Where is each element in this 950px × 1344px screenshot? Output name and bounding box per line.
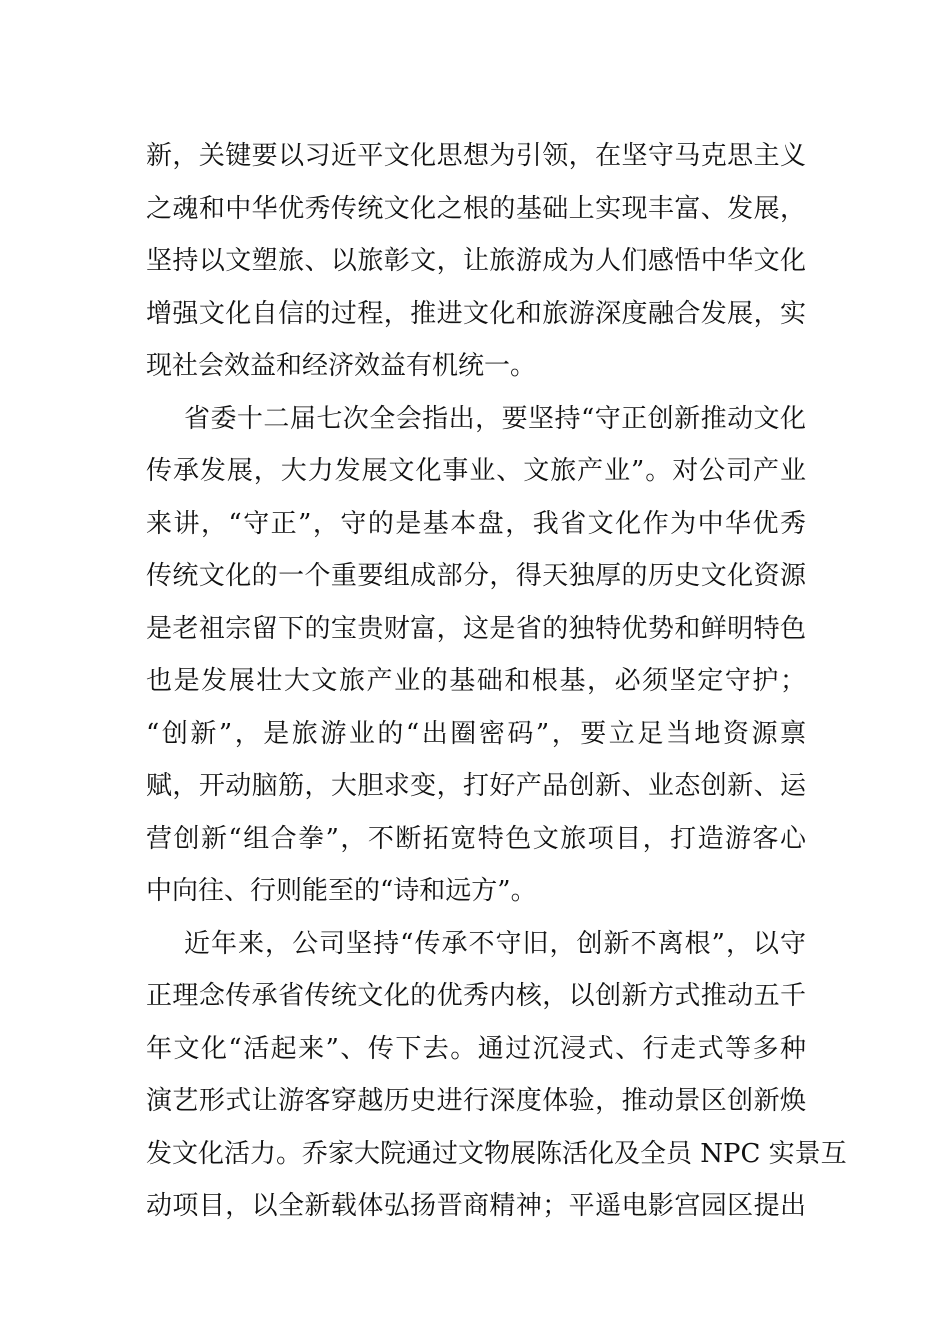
text-line: 赋，开动脑筋，大胆求变，打好产品创新、业态创新、运 bbox=[146, 771, 806, 801]
text-line: 是老祖宗留下的宝贵财富，这是省的独特优势和鲜明特色 bbox=[146, 613, 806, 644]
text-line: 正理念传承省传统文化的优秀内核，以创新方式推动五千 bbox=[146, 981, 806, 1011]
text-line: 年文化“活起来”、传下去。通过沉浸式、行走式等多种 bbox=[146, 1033, 806, 1064]
text-line: 传统文化的一个重要组成部分，得天独厚的历史文化资源 bbox=[146, 561, 806, 591]
text-line: 营创新“组合拳”，不断拓宽特色文旅项目，打造游客心 bbox=[146, 823, 806, 854]
paragraph-3 bbox=[146, 918, 847, 1233]
text-line: 发文化活力。乔家大院通过文物展陈活化及全员 NPC 实景互 bbox=[146, 1138, 847, 1169]
text-line: 增强文化自信的过程，推进文化和旅游深度融合发展，实 bbox=[146, 298, 806, 329]
paragraph-1 bbox=[146, 130, 806, 393]
paragraph-2 bbox=[146, 393, 806, 918]
text-line: 也是发展壮大文旅产业的基础和根基，必须坚定守护； bbox=[146, 666, 806, 696]
text-line: 省委十二届七次全会指出，要坚持“守正创新推动文化 bbox=[184, 403, 806, 434]
text-line: 来讲，“守正”，守的是基本盘，我省文化作为中华优秀 bbox=[146, 508, 806, 539]
text-line: 现社会效益和经济效益有机统一。 bbox=[146, 351, 537, 381]
text-line: 中向往、行则能至的“诗和远方”。 bbox=[146, 876, 537, 906]
text-line: 演艺形式让游客穿越历史进行深度体验，推动景区创新焕 bbox=[146, 1086, 806, 1116]
body-text bbox=[146, 130, 847, 1233]
text-line: 传承发展，大力发展文化事业、文旅产业”。对公司产业 bbox=[146, 456, 806, 486]
text-line: 动项目，以全新载体弘扬晋商精神；平遥电影宫园区提出 bbox=[146, 1191, 806, 1221]
text-line: 近年来，公司坚持“传承不守旧，创新不离根”，以守 bbox=[184, 928, 806, 959]
text-line: 之魂和中华优秀传统文化之根的基础上实现丰富、发展， bbox=[146, 193, 806, 224]
text-line: “创新”，是旅游业的“出圈密码”，要立足当地资源禀 bbox=[146, 718, 806, 749]
text-line: 新，关键要以习近平文化思想为引领，在坚守马克思主义 bbox=[146, 141, 806, 171]
text-line: 坚持以文塑旅、以旅彰文，让旅游成为人们感悟中华文化 bbox=[146, 246, 806, 276]
